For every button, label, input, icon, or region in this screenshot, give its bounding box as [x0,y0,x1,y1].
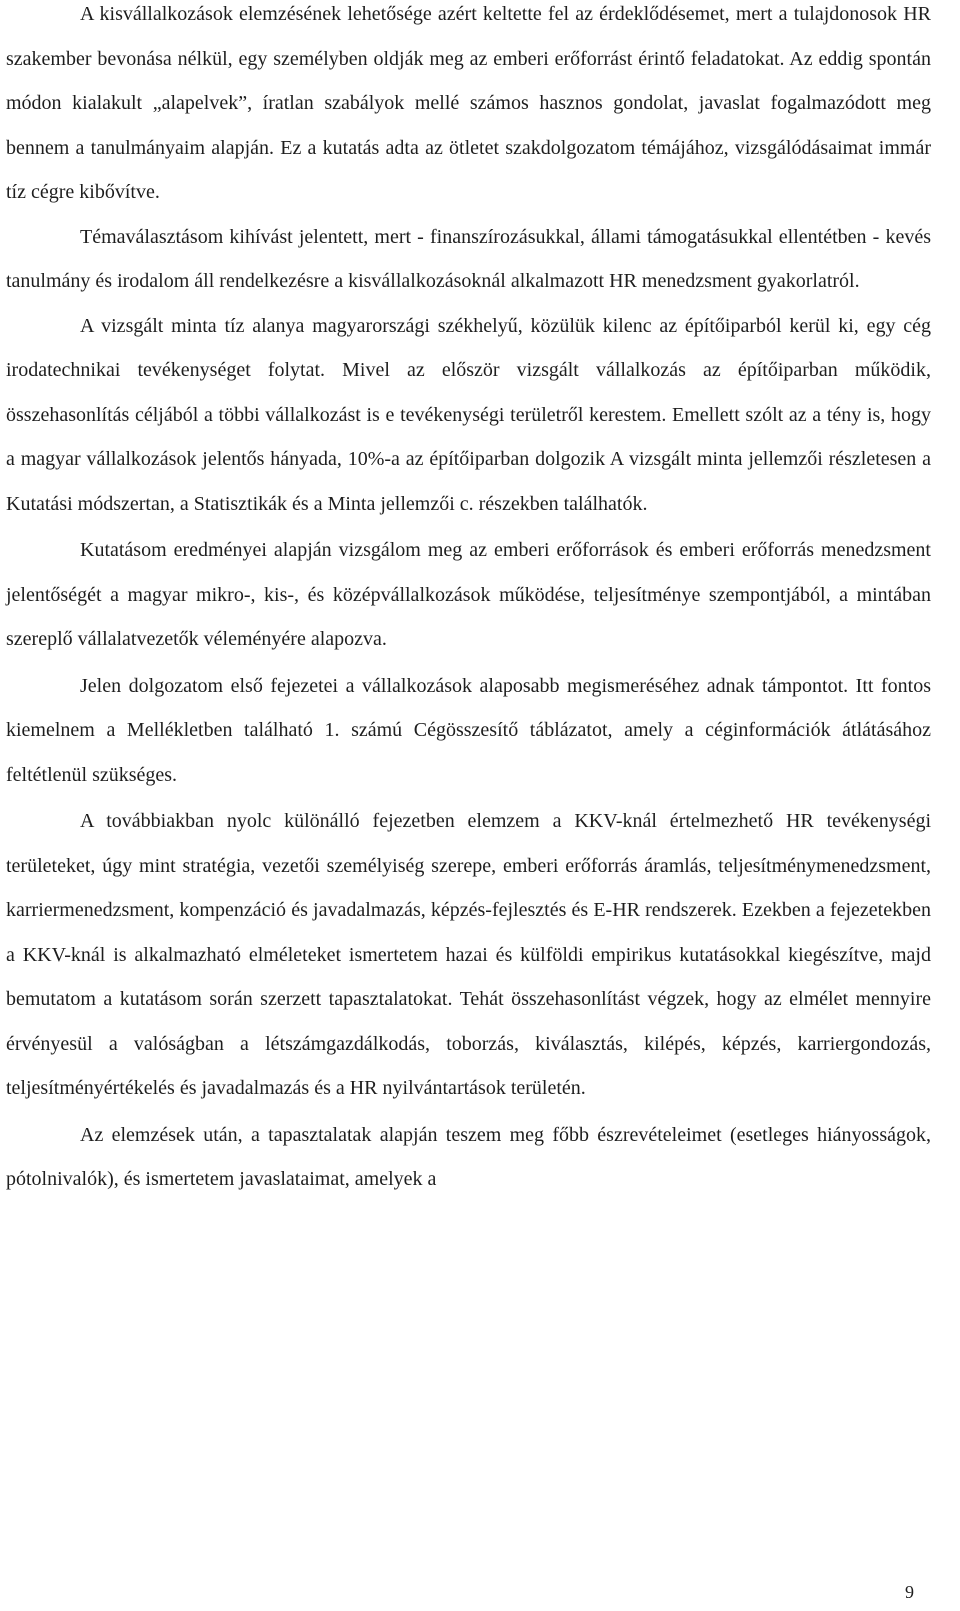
page-number: 9 [905,1582,914,1602]
paragraph-2: Témaválasztásom kihívást jelentett, mert - finanszírozásukkal, állami támogatásukkal ellentétben - kevés tanulmány és irodalom áll rendelkezésre a kisvállalkozásoknál alkalmazott HR menedzsment gyakorlatról. [6,225,931,292]
paragraph-5: Jelen dolgozatom első fejezetei a vállalkozások alaposabb megismeréséhez adnak támpontot. Itt fontos kiemelnem a Mellékletben található 1. számú Cégösszesítő táblázatot, amely a céginformációk átlátásához feltétlenül szükséges. [6,674,931,786]
paragraph-4: Kutatásom eredményei alapján vizsgálom meg az emberi erőforrások és emberi erőforrás menedzsment jelentőségét a magyar mikro-, kis-, és középvállalkozások működése, teljesítménye szempontjából, a mintában szereplő vállalatvezetők véleményére alapozva. [6,539,931,650]
paragraph-1: A kisvállalkozások elemzésének lehetősége azért keltette fel az érdeklődésemet, mert a tulajdonosok HR szakember bevonása nélkül, egy személyben oldják meg az emberi erőforrást érintő feladatokat. Az eddig spontán módon kialakult „alapelvek”, íratlan szabályok mellé számos hasznos gondolat, javaslat fogalmazódott meg bennem a tanulmányaim alapján. Ez a kutatás adta az ötletet szakdolgozatom témájához, vizsgálódásaimat immár tíz cégre kibővítve. [6,3,931,203]
paragraph-3: A vizsgált minta tíz alanya magyarországi székhelyű, közülük kilenc az építőiparból kerül ki, egy cég irodatechnikai tevékenységet folytat. Mivel az először vizsgált vállalkozás az építőiparban működik, összehasonlítás céljából a többi vállalkozást is e tevékenységi területről kerestem. Emellett szólt az a tény is, hogy a magyar vállalkozások jelentős hányada, 10%-a az építőiparban dolgozik A vizsgált minta jellemzői részletesen a Kutatási módszertan, a Statisztikák és a Minta jellemzői c. részekben találhatók. [6,314,931,515]
document-page [6,0,931,1202]
paragraph-7: Az elemzések után, a tapasztalatak alapján teszem meg főbb észrevételeimet (esetleges hiányosságok, pótolnivalók), és ismertetem javaslataimat, amelyek a [6,1123,931,1190]
paragraph-6: A továbbiakban nyolc különálló fejezetben elemzem a KKV-knál értelmezhető HR tevékenységi területeket, úgy mint stratégia, vezetői személyiség szerepe, emberi erőforrás áramlás, teljesítménymenedzsment, karriermenedzsment, kompenzáció és javadalmazás, képzés-fejlesztés és E-HR rendszerek. Ezekben a fejezetekben a KKV-knál is alkalmazható elméleteket ismertetem hazai és külföldi empirikus kutatásokkal kiegészítve, majd bemutatom a kutatásom során szerzett tapasztalatokat. Tehát összehasonlítást végzek, hogy az elmélet mennyire érvényesül a valóságban a létszámgazdálkodás, toborzás, kiválasztás, kilépés, képzés, karriergondozás, teljesítményértékelés és javadalmazás és a HR nyilvántartások területén. [6,810,931,1099]
